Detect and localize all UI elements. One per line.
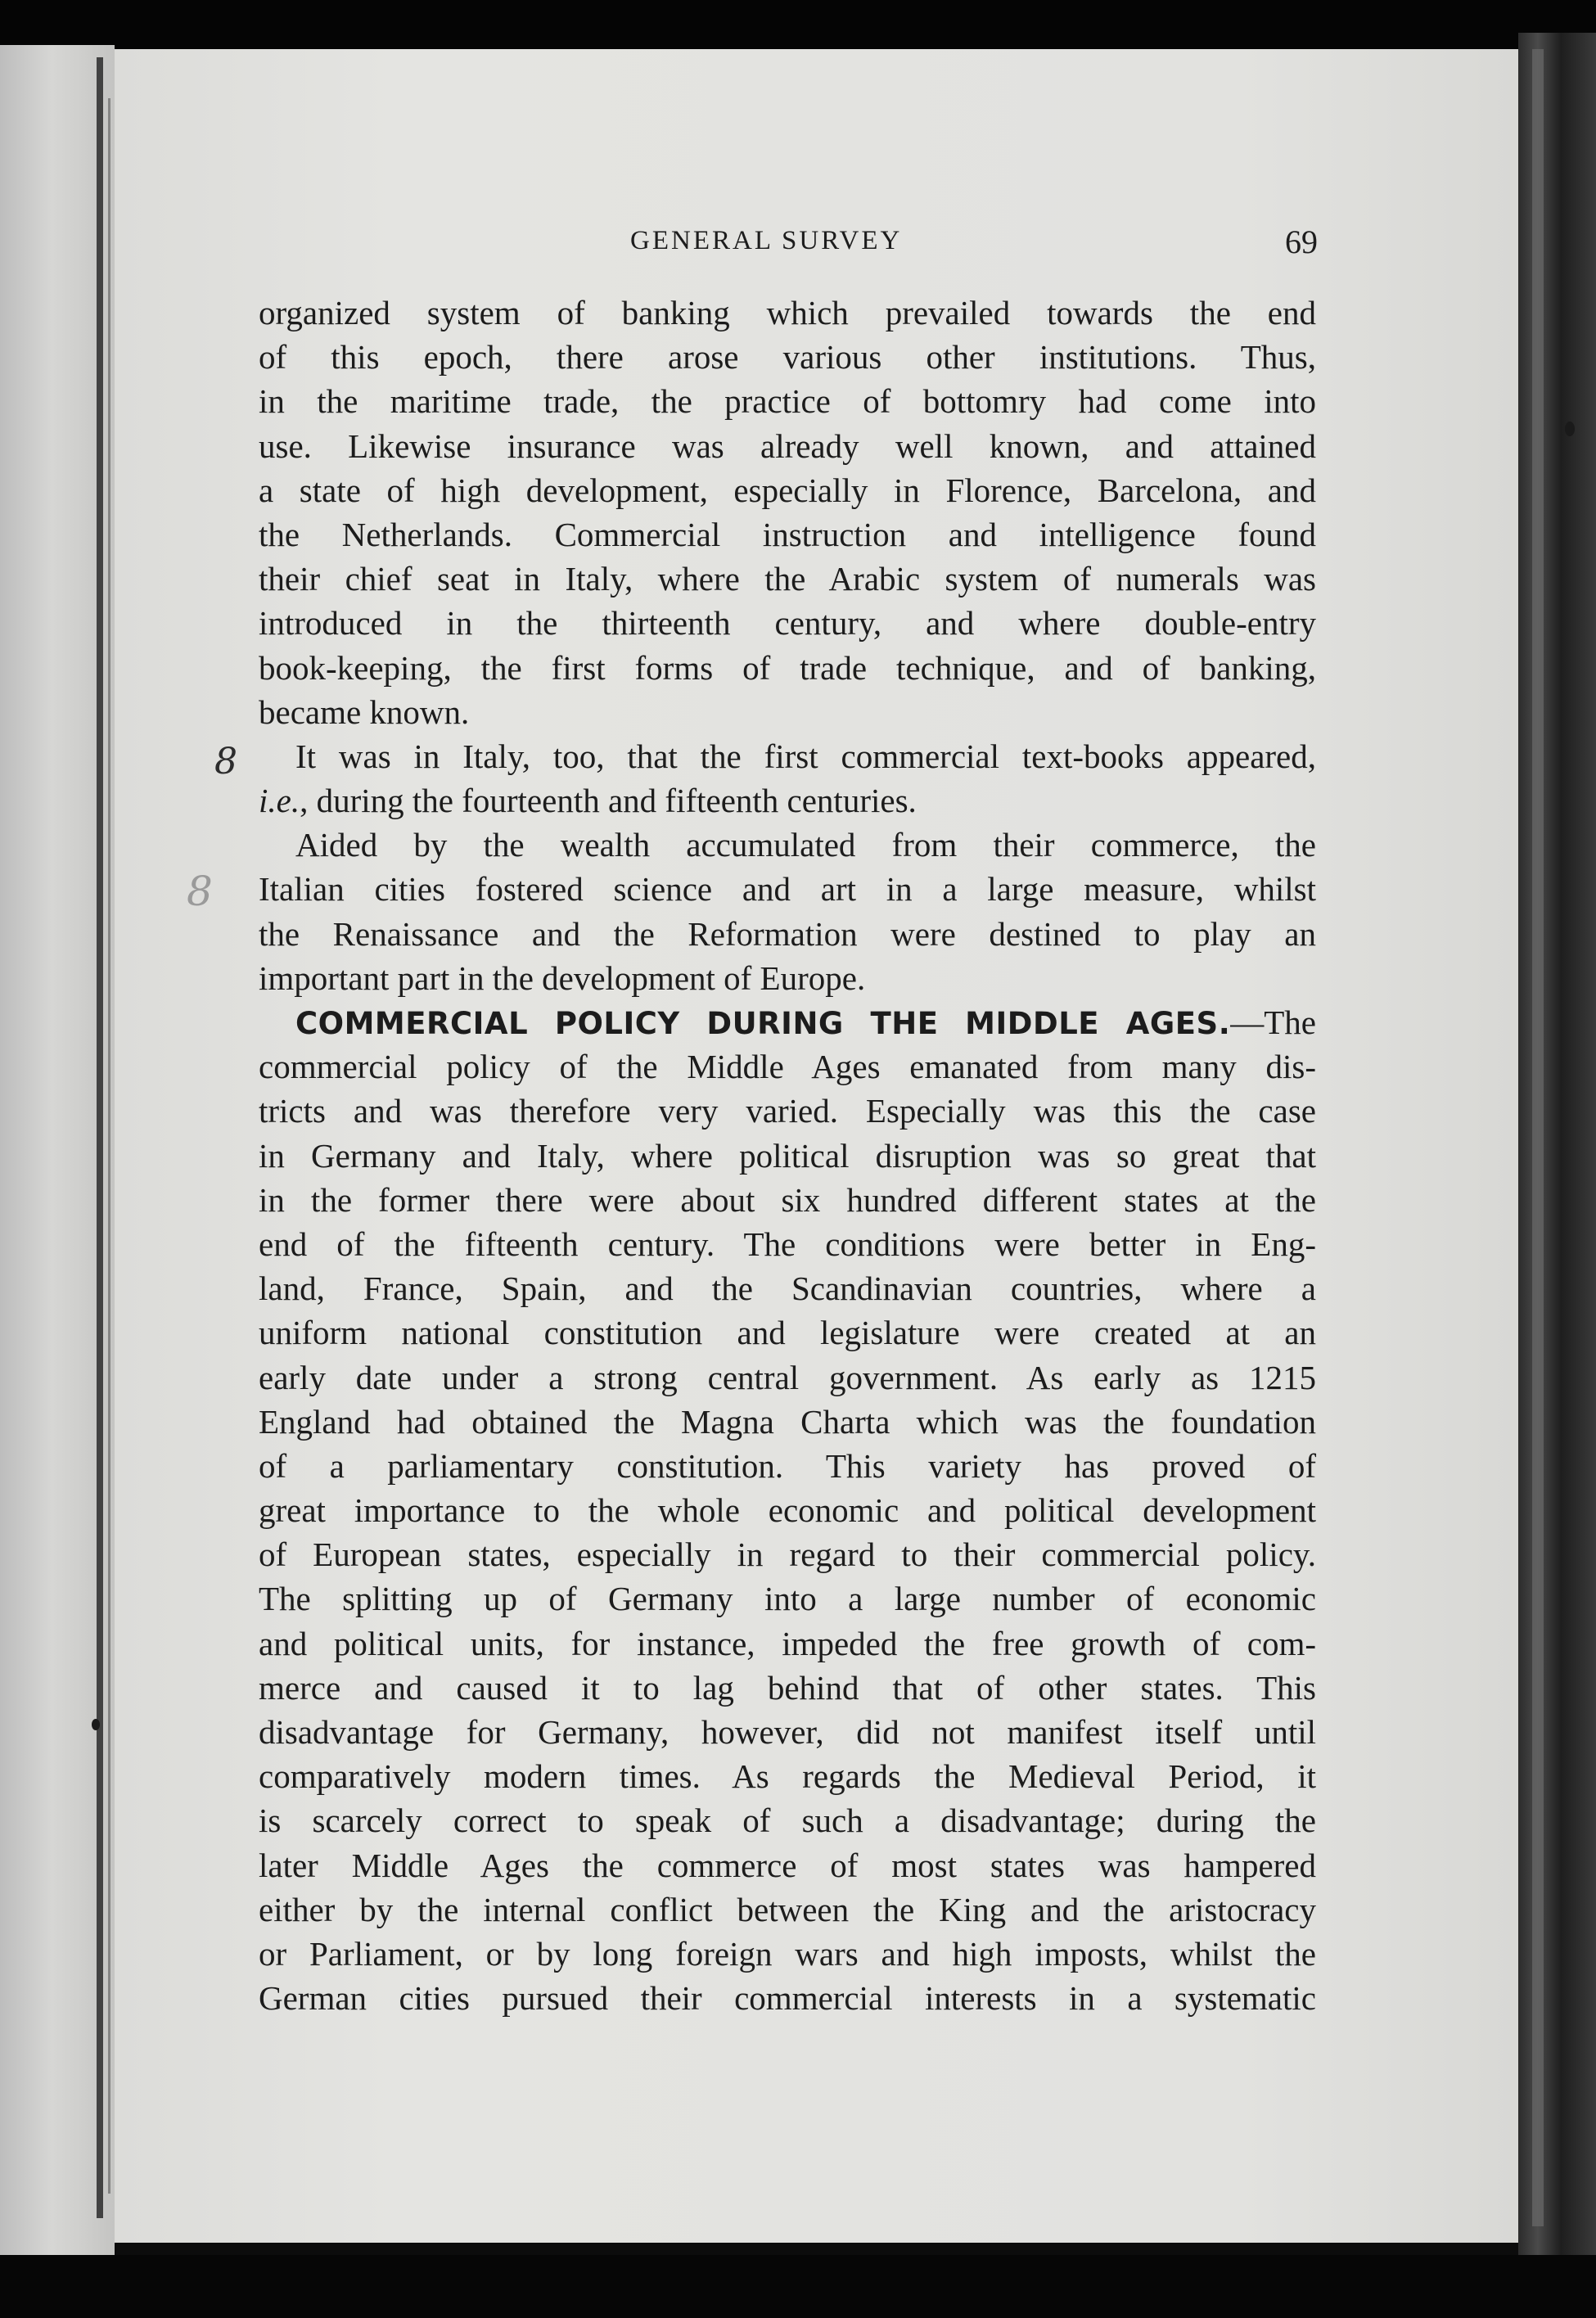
text-line: end of the fifteenth century. The conditions were better in Eng- xyxy=(259,1224,1316,1263)
margin-note: 8 xyxy=(187,868,213,915)
text-line: German cities pursued their commercial interests in a systematic xyxy=(259,1979,1316,2018)
running-head-title: GENERAL SURVEY xyxy=(630,226,903,255)
text-line: important part in the development of Europe. xyxy=(259,958,866,997)
text-line-rest: , during the fourteenth and fifteenth centuries. xyxy=(300,782,917,820)
body-text xyxy=(259,291,1316,2020)
gutter-shadow xyxy=(97,57,103,2218)
text-line: their chief seat in Italy, where the Arabic system of numerals was xyxy=(259,560,1316,598)
text-line: tricts and was therefore very varied. Especially was this the case xyxy=(259,1092,1316,1130)
text-line: of this epoch, there arose various other institutions. Thus, xyxy=(259,338,1316,377)
text-line: is scarcely correct to speak of such a disadvantage; during the xyxy=(259,1802,1316,1840)
text-line: in the former there were about six hundred different states at the xyxy=(259,1180,1316,1219)
text-line: early date under a strong central government. As early as 1215 xyxy=(259,1358,1316,1396)
scan-speck xyxy=(1565,422,1575,436)
text-line: either by the internal conflict between the King and the aristocracy xyxy=(259,1890,1316,1928)
section-heading: COMMERCIAL POLICY DURING THE MIDDLE AGES. xyxy=(295,1006,1231,1041)
text-line: use. Likewise insurance was already well known, and attained xyxy=(259,426,1316,465)
text-line xyxy=(259,778,1316,823)
text-line: England had obtained the Magna Charta which was the foundation xyxy=(259,1402,1316,1441)
text-line: and political units, for instance, impeded the free growth of com- xyxy=(259,1624,1316,1662)
text-line: in the maritime trade, the practice of bottomry had come into xyxy=(259,382,1316,421)
text-line: became known. xyxy=(259,692,470,731)
text-line: later Middle Ages the commerce of most states was hampered xyxy=(259,1846,1316,1884)
scan-speck xyxy=(92,1719,100,1730)
text-line: or Parliament, or by long foreign wars and high imposts, whilst the xyxy=(259,1934,1316,1973)
text-line: comparatively modern times. As regards the Medieval Period, it xyxy=(259,1757,1316,1796)
text-line: Aided by the wealth accumulated from their commerce, the xyxy=(295,826,1316,864)
text-line: merce and caused it to lag behind that of other states. This xyxy=(259,1668,1316,1707)
text-line: Italian cities fostered science and art in a large measure, whilst xyxy=(259,870,1316,909)
italic-abbreviation: i.e. xyxy=(259,782,300,820)
text-line-rest: —The xyxy=(1230,1003,1316,1041)
text-line: the Renaissance and the Reformation were destined to play an xyxy=(259,914,1316,953)
running-head xyxy=(262,223,1318,264)
margin-note: 8 xyxy=(214,741,237,782)
text-line: It was in Italy, too, that the first commercial text-books appeared, xyxy=(295,737,1316,775)
scan-border-bottom xyxy=(0,2255,1596,2318)
gutter-line xyxy=(108,98,110,2194)
text-line: land, France, Spain, and the Scandinavian countries, where a xyxy=(259,1269,1316,1308)
page-edge-right xyxy=(1518,33,1596,2259)
text-line: of a parliamentary constitution. This variety has proved of xyxy=(259,1446,1316,1485)
text-line: in Germany and Italy, where political disruption was so great that xyxy=(259,1136,1316,1175)
text-line: of European states, especially in regard to their commercial policy. xyxy=(259,1536,1316,1574)
text-line: The splitting up of Germany into a large number of economic xyxy=(259,1580,1316,1618)
text-line: book-keeping, the first forms of trade technique, and of banking, xyxy=(259,648,1316,687)
section-heading-line xyxy=(259,1000,1316,1044)
text-line: the Netherlands. Commercial instruction and intelligence found xyxy=(259,515,1316,553)
text-line: disadvantage for Germany, however, did not manifest itself until xyxy=(259,1713,1316,1751)
text-line: commercial policy of the Middle Ages emanated from many dis- xyxy=(259,1048,1316,1086)
text-line: a state of high development, especially in Florence, Barcelona, and xyxy=(259,471,1316,509)
text-line: organized system of banking which prevailed towards the end xyxy=(259,294,1316,331)
text-line: uniform national constitution and legislature were created at an xyxy=(259,1314,1316,1352)
text-line: introduced in the thirteenth century, and where double-entry xyxy=(259,604,1316,643)
page-number: 69 xyxy=(1285,223,1318,260)
text-line: great importance to the whole economic and political development xyxy=(259,1491,1316,1530)
page-edge-strip xyxy=(1532,49,1544,2226)
